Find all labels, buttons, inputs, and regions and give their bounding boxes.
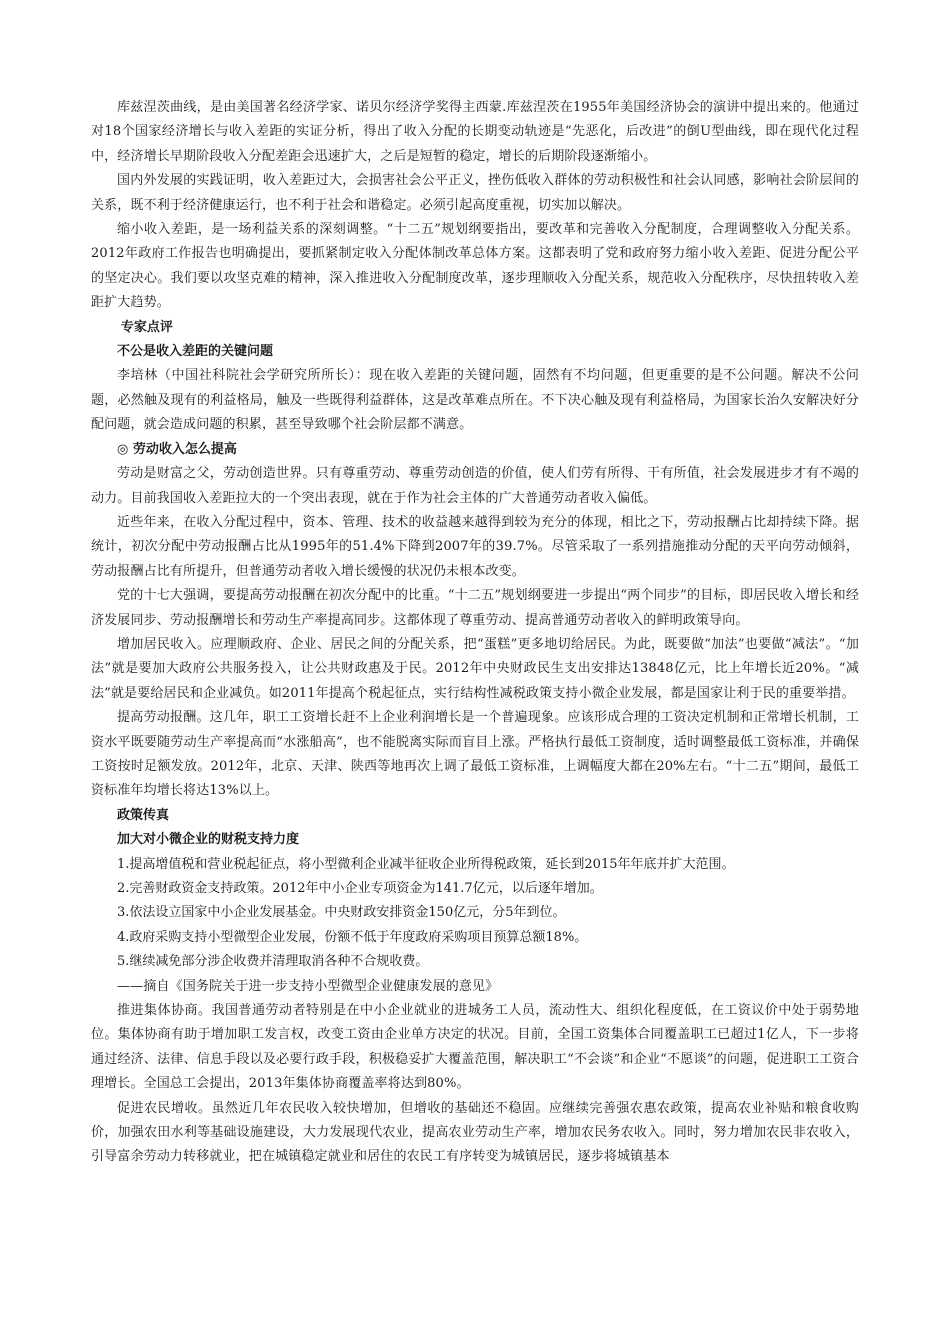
- source-citation: ——摘自《国务院关于进一步支持小型微型企业健康发展的意见》: [117, 978, 499, 994]
- paragraph-practice-proof: 国内外发展的实践证明，收入差距过大，会损害社会公平正义，挫伤低收入群体的劳动积极性和社会认同感，影响社会阶层间的关系，既不利于经济健康运行，也不利于社会和谐稳定。必须引起高度重视，切实加以解决。: [91, 173, 859, 213]
- paragraph-li-peilin: 李培林（中国社科院社会学研究所所长）：现在收入差距的关键问题，固然有不均问题，但更重要的是不公问题。解决不公问题，必然触及现有的利益格局，触及一些既得利益群体，这是改革难点所在。不下决心触及现有利益格局，为国家长治久安解决好分配问题，就会造成问题的积累，甚至导致哪个社会阶层都不满意。: [91, 368, 859, 433]
- paragraph-kuznets-curve: 库兹涅茨曲线，是由美国著名经济学家、诺贝尔经济学奖得主西蒙.库兹涅茨在1955年美国经济协会的演讲中提出来的。他通过对18个国家经济增长与收入差距的实证分析，得出了收入分配的长期变动轨迹是“先恶化，后改进”的倒U型曲线，即在现代化过程中，经济增长早期阶段收入分配差距会迅速扩大，之后是短暂的稳定，增长的后期阶段逐渐缩小。: [91, 100, 859, 164]
- list-item: 1.提高增值税和营业税起征点，将小型微利企业减半征收企业所得税政策，延长到2015年年底并扩大范围。: [117, 856, 735, 872]
- document-page: [91, 96, 859, 1170]
- paragraph-party-congress: 党的十七大强调，要提高劳动报酬在初次分配中的比重。“十二五”规划纲要进一步提出“两个同步”的目标，即居民收入增长和经济发展同步、劳动报酬增长和劳动生产率提高同步。这都体现了尊重劳动、提高普通劳动者收入的鲜明政策导向。: [91, 588, 859, 628]
- list-item: 4.政府采购支持小型微型企业发展，份额不低于年度政府采购项目预算总额18%。: [117, 929, 588, 945]
- list-item: 3.依法设立国家中小企业发展基金。中央财政安排资金150亿元，分5年到位。: [117, 905, 566, 921]
- list-item: 2.完善财政资金支持政策。2012年中小企业专项资金为141.7亿元，以后逐年增加。: [117, 881, 603, 896]
- paragraph-labor-wealth: 劳动是财富之父，劳动创造世界。只有尊重劳动、尊重劳动创造的价值，使人们劳有所得、干有所值，社会发展进步才有不竭的动力。目前我国收入差距拉大的一个突出表现，就在于作为社会主体的广大普通劳动者收入偏低。: [91, 466, 859, 506]
- heading-policy-fax: 政策传真: [117, 807, 170, 823]
- heading-tax-support: 加大对小微企业的财税支持力度: [117, 832, 300, 848]
- paragraph-labor-pay: 提高劳动报酬。这几年，职工工资增长赶不上企业利润增长是一个普遍现象。应该形成合理的工资决定机制和正常增长机制，工资水平既要随劳动生产率提高而“水涨船高”，也不能脱离实际而盲目上涨。严格执行最低工资制度，适时调整最低工资标准，并确保工资按时足额发放。2012年，北京、天津、陕西等地再次上调了最低工资标准，上调幅度大都在20%左右。“十二五”期间，最低工资标准年均增长将达13%以上。: [91, 710, 859, 799]
- list-item: 5.继续减免部分涉企收费并清理取消各种不合规收费。: [117, 954, 429, 970]
- paragraph-resident-income: 增加居民收入。应理顺政府、企业、居民之间的分配关系，把“蛋糕”更多地切给居民。为此，既要做“加法”也要做“减法”。“加法”就是要加大政府公共服务投入，让公共财政惠及于民。2012年中央财政民生支出安排达13848亿元，比上年增长近20%。“减法”就是要给居民和企业减负。如2011年提高个税起征点，实行结构性减税政策支持小微企业发展，都是国家让利于民的重要举措。: [91, 636, 859, 701]
- heading-unfairness: 不公是收入差距的关键问题: [117, 344, 274, 360]
- paragraph-farmer-income: 促进农民增收。虽然近几年农民收入较快增加，但增收的基础还不稳固。应继续完善强农惠农政策，提高农业补贴和粮食收购价，加强农田水利等基础设施建设，大力发展现代农业，提高农业劳动生产率，增加农民务农收入。同时，努力增加农民非农收入，引导富余劳动力转移就业，把在城镇稳定就业和居住的农民工有序转变为城镇居民，逐步将城镇基本: [91, 1100, 859, 1165]
- paragraph-narrow-gap: 缩小收入差距，是一场利益关系的深刻调整。“十二五”规划纲要指出，要改革和完善收入分配制度，合理调整收入分配关系。2012年政府工作报告也明确提出，要抓紧制定收入分配体制改革总体方案。这都表明了党和政府努力缩小收入差距、促进分配公平的坚定决心。我们要以攻坚克难的精神，深入推进收入分配制度改革，逐步理顺收入分配关系，规范收入分配秩序，尽快扭转收入差距扩大趋势。: [91, 222, 859, 311]
- heading-expert-comment: 专家点评: [120, 319, 173, 335]
- paragraph-collective-bargaining: 推进集体协商。我国普通劳动者特别是在中小企业就业的进城务工人员，流动性大、组织化程度低，在工资议价中处于弱势地位。集体协商有助于增加职工发言权，改变工资由企业单方决定的状况。目前，全国工资集体合同覆盖职工已超过1亿人，下一步将通过经济、法律、信息手段以及必要行政手段，积极稳妥扩大覆盖范围，解决职工“不会谈”和企业“不愿谈”的问题，促进职工工资合理增长。全国总工会提出，2013年集体协商覆盖率将达到80%。: [91, 1003, 859, 1092]
- heading-labor-income: ◎ 劳动收入怎么提高: [117, 441, 237, 457]
- paragraph-labor-share: 近些年来，在收入分配过程中，资本、管理、技术的收益越来越得到较为充分的体现，相比之下，劳动报酬占比却持续下降。据统计，初次分配中劳动报酬占比从1995年的51.4%下降到2007年的39.7%。尽管采取了一系列措施推动分配的天平向劳动倾斜，劳动报酬占比有所提升，但普通劳动者收入增长缓慢的状况仍未根本改变。: [91, 514, 859, 579]
